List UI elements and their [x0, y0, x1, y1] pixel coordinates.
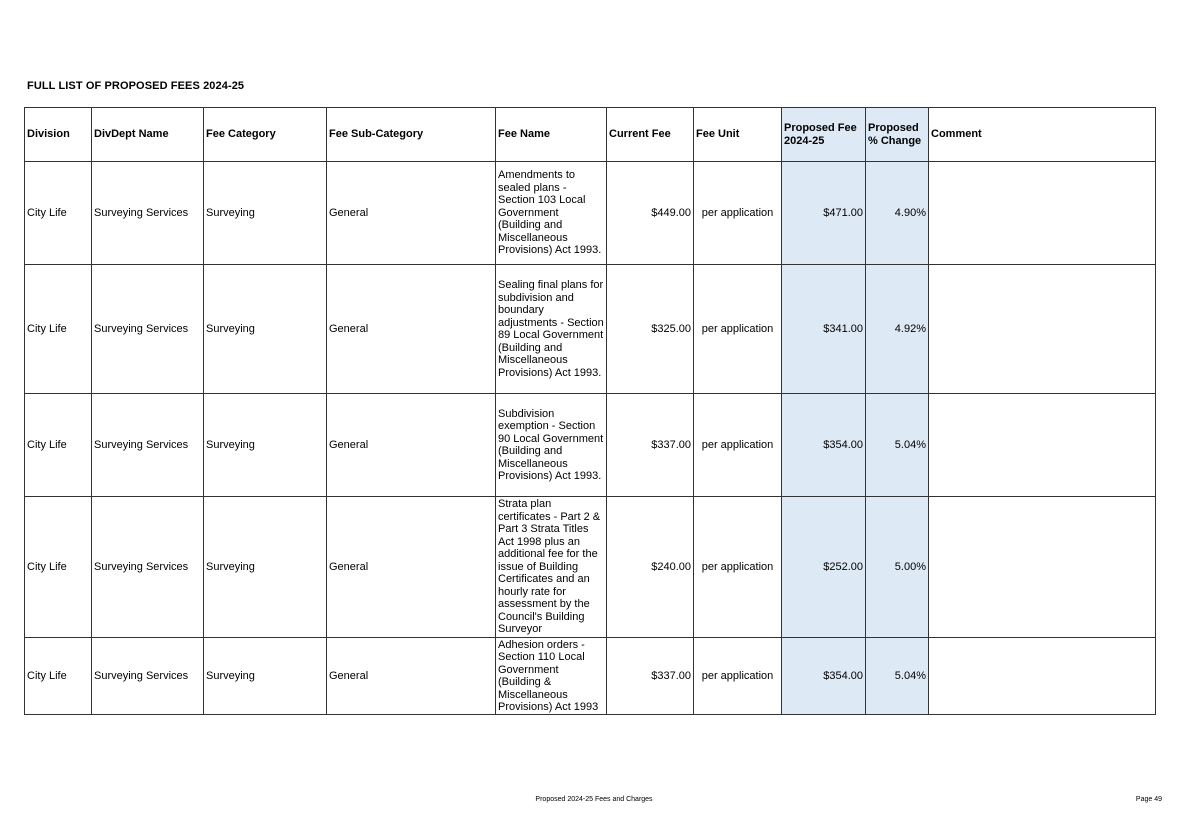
- cell-change: 4.90%: [866, 162, 929, 265]
- cell-current-fee: $240.00: [607, 497, 694, 638]
- footer-page-number: Page 49: [1135, 796, 1162, 803]
- cell-comment: [929, 394, 1156, 497]
- cell-change: 5.00%: [866, 497, 929, 638]
- cell-proposed-fee: $341.00: [782, 265, 866, 394]
- cell-fee-name: Sealing final plans for subdivision and boundary adjustments - Section 89 Local Government (Building and Miscellaneous Provisions) Act 1993.: [496, 265, 607, 394]
- cell-division: City Life: [25, 638, 92, 715]
- header-row: [25, 108, 1156, 162]
- cell-current-fee: $337.00: [607, 638, 694, 715]
- cell-subcategory: General: [327, 162, 496, 265]
- col-header-comment: Comment: [929, 108, 1156, 162]
- cell-current-fee: $325.00: [607, 265, 694, 394]
- cell-proposed-fee: $252.00: [782, 497, 866, 638]
- cell-category: Surveying: [204, 497, 327, 638]
- cell-category: Surveying: [204, 394, 327, 497]
- cell-proposed-fee: $354.00: [782, 638, 866, 715]
- cell-change: 4.92%: [866, 265, 929, 394]
- cell-fee-name: Subdivision exemption - Section 90 Local Government (Building and Miscellaneous Provisions) Act 1993.: [496, 394, 607, 497]
- cell-comment: [929, 162, 1156, 265]
- fees-table: [24, 107, 1156, 715]
- cell-comment: [929, 265, 1156, 394]
- cell-divdept: Surveying Services: [92, 162, 204, 265]
- col-header-fee-unit: Fee Unit: [694, 108, 782, 162]
- table-row: [25, 265, 1156, 394]
- cell-proposed-fee: $471.00: [782, 162, 866, 265]
- cell-division: City Life: [25, 162, 92, 265]
- cell-divdept: Surveying Services: [92, 394, 204, 497]
- cell-division: City Life: [25, 265, 92, 394]
- footer-document-title: Proposed 2024-25 Fees and Charges: [535, 796, 653, 803]
- cell-subcategory: General: [327, 497, 496, 638]
- cell-category: Surveying: [204, 162, 327, 265]
- cell-division: City Life: [25, 497, 92, 638]
- table-row: [25, 394, 1156, 497]
- col-header-divdept: DivDept Name: [92, 108, 204, 162]
- cell-fee-unit: per application: [694, 162, 782, 265]
- table-row: [25, 497, 1156, 638]
- cell-division: City Life: [25, 394, 92, 497]
- cell-fee-unit: per application: [694, 497, 782, 638]
- cell-subcategory: General: [327, 394, 496, 497]
- cell-divdept: Surveying Services: [92, 638, 204, 715]
- cell-category: Surveying: [204, 265, 327, 394]
- cell-fee-unit: per application: [694, 394, 782, 497]
- col-header-proposed-fee: Proposed Fee 2024-25: [782, 108, 866, 162]
- cell-fee-unit: per application: [694, 265, 782, 394]
- col-header-current-fee: Current Fee: [607, 108, 694, 162]
- cell-current-fee: $449.00: [607, 162, 694, 265]
- cell-subcategory: General: [327, 638, 496, 715]
- col-header-subcategory: Fee Sub-Category: [327, 108, 496, 162]
- cell-fee-name: Amendments to sealed plans - Section 103 Local Government (Building and Miscellaneous Provisions) Act 1993.: [496, 162, 607, 265]
- cell-fee-name: Strata plan certificates - Part 2 & Part 3 Strata Titles Act 1998 plus an additional fee for the issue of Building Certificates and an hourly rate for assessment by the Council's Building Surveyor: [496, 497, 607, 638]
- cell-divdept: Surveying Services: [92, 497, 204, 638]
- cell-change: 5.04%: [866, 638, 929, 715]
- cell-current-fee: $337.00: [607, 394, 694, 497]
- col-header-division: Division: [25, 108, 92, 162]
- table-row: [25, 638, 1156, 715]
- cell-category: Surveying: [204, 638, 327, 715]
- cell-divdept: Surveying Services: [92, 265, 204, 394]
- col-header-change: Proposed % Change: [866, 108, 929, 162]
- cell-proposed-fee: $354.00: [782, 394, 866, 497]
- col-header-fee-name: Fee Name: [496, 108, 607, 162]
- table-row: [25, 162, 1156, 265]
- cell-fee-unit: per application: [694, 638, 782, 715]
- col-header-category: Fee Category: [204, 108, 327, 162]
- cell-subcategory: General: [327, 265, 496, 394]
- cell-comment: [929, 638, 1156, 715]
- cell-change: 5.04%: [866, 394, 929, 497]
- page-title: FULL LIST OF PROPOSED FEES 2024-25: [27, 80, 245, 92]
- cell-comment: [929, 497, 1156, 638]
- cell-fee-name: Adhesion orders - Section 110 Local Government (Building & Miscellaneous Provisions) Act 1993: [496, 638, 607, 715]
